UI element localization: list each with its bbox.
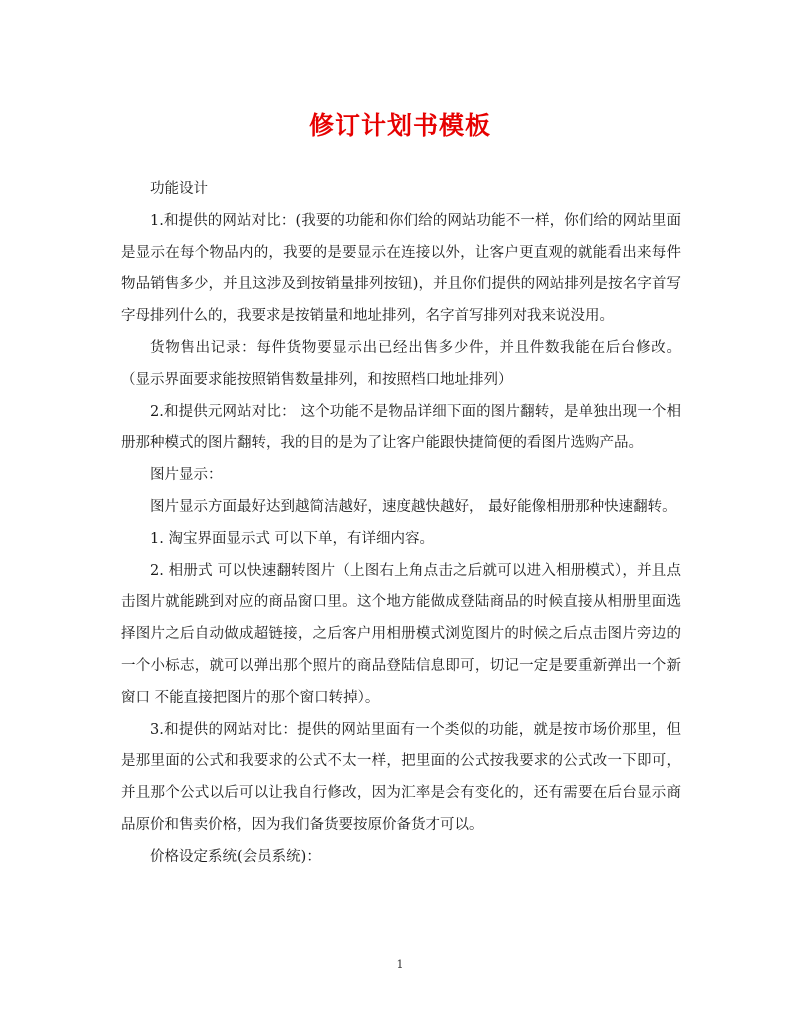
document-body [121, 174, 681, 874]
page-number: 1 [396, 958, 404, 971]
section-heading-image-display: 图片显示： [150, 467, 223, 484]
paragraph-website-comparison-1: 1.和提供的网站对比：(我要的功能和你们给的网站功能不一样，你们给的网站里面是显示在每个物品内的，我要的是要显示在连接以外，让客户更直观的就能看出来每件物品销售多少，并且这涉及到按销量排列按钮)，并且你们提供的网站排列是按名字首写字母排列什么的，我要求是按销量和地址排列，名字首写排列对我来说没用。 [121, 212, 681, 325]
paragraph-website-comparison-2: 2.和提供元网站对比： 这个功能不是物品详细下面的图片翻转，是单独出现一个相册那种模式的图片翻转，我的目的是为了让客户能跟快捷简便的看图片选购产品。 [121, 403, 681, 452]
list-item-taobao-view: 1. 淘宝界面显示式 可以下单，有详细内容。 [150, 530, 435, 547]
list-item-album-view: 2. 相册式 可以快速翻转图片（上图右上角点击之后就可以进入相册模式），并且点击图片就能跳到对应的商品窗口里。这个地方能做成登陆商品的时候直接从相册里面选择图片之后自动做成超链接，之后客户用相册模式浏览图片的时候之后点击图片旁边的一个小标志，就可以弹出那个照片的商品登陆信息即可，切记一定是要重新弹出一个新窗口 不能直接把图片的那个窗口转掉）。 [121, 562, 681, 706]
paragraph-sales-record: 货物售出记录：每件货物要显示出已经出售多少件，并且件数我能在后台修改。 （显示界面要求能按照销售数量排列，和按照档口地址排列） [121, 339, 681, 388]
document-title: 修订计划书模板 [308, 111, 491, 140]
paragraph-website-comparison-3: 3.和提供的网站对比：提供的网站里面有一个类似的功能，就是按市场价那里，但是那里面的公式和我要求的公式不太一样，把里面的公式按我要求的公式改一下即可，并且那个公式以后可以让我自行修改，因为汇率是会有变化的，还有需要在后台显示商品原价和售卖价格，因为我们备货要按原价备货才可以。 [121, 721, 681, 833]
section-heading-pricing-system: 价格设定系统(会员系统)： [150, 848, 321, 865]
section-heading-function-design: 功能设计 [150, 181, 208, 197]
paragraph-image-display: 图片显示方面最好达到越简洁越好，速度越快越好， 最好能像相册那种快速翻转。 [150, 498, 677, 515]
